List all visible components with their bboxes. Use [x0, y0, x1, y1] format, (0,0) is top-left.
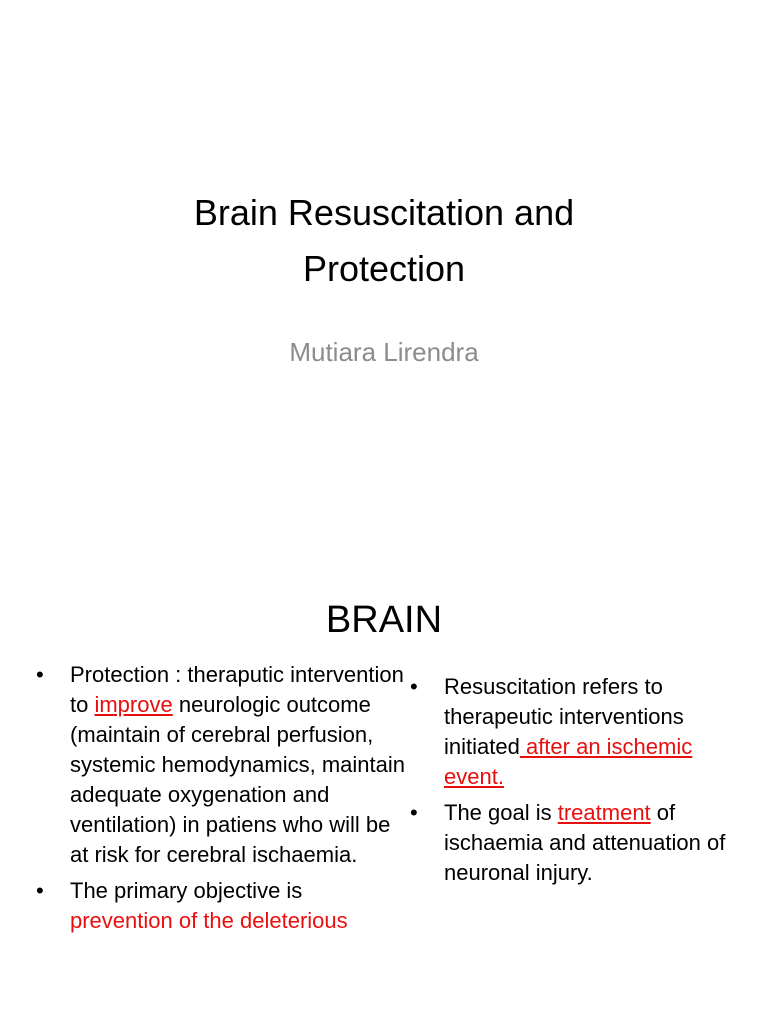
title-line-2: Protection	[302, 248, 466, 289]
highlighted-text: improve	[94, 692, 173, 717]
bullet-icon: •	[410, 800, 418, 825]
bullet-text: Resuscitation refers to therapeutic interventions initiated	[444, 674, 684, 759]
right-bullet-list	[410, 672, 750, 894]
bullet-icon: •	[410, 674, 418, 699]
highlighted-text: prevention of the deleterious	[70, 908, 348, 933]
slide-title	[0, 185, 768, 297]
list-item	[410, 672, 750, 792]
bullet-text: The primary objective is	[70, 878, 303, 903]
left-bullet-list	[36, 660, 406, 942]
bullet-icon: •	[36, 662, 44, 687]
content-slide	[0, 572, 768, 1024]
bullet-text: The goal is	[444, 800, 558, 825]
list-item	[410, 798, 750, 888]
title-line-1: Brain Resuscitation and	[193, 192, 575, 233]
bullet-text: Protection : theraputic intervention to	[70, 662, 404, 717]
list-item	[36, 660, 406, 870]
highlighted-text: after an ischemic event.	[444, 734, 693, 789]
bullet-icon: •	[36, 878, 44, 903]
list-item	[36, 876, 406, 936]
bullet-text: of ischaemia and attenuation of neuronal injury.	[444, 800, 726, 885]
bullet-text: neurologic outcome (maintain of cerebral perfusion, systemic hemodynamics, maintain adequate oxygenation and ventilation) in patiens who will be at risk for cerebral ischaemia.	[70, 692, 406, 867]
author-subtitle: Mutiara Lirendra	[289, 337, 479, 367]
content-slide-title: BRAIN	[325, 599, 443, 641]
highlighted-text: treatment	[557, 800, 651, 825]
